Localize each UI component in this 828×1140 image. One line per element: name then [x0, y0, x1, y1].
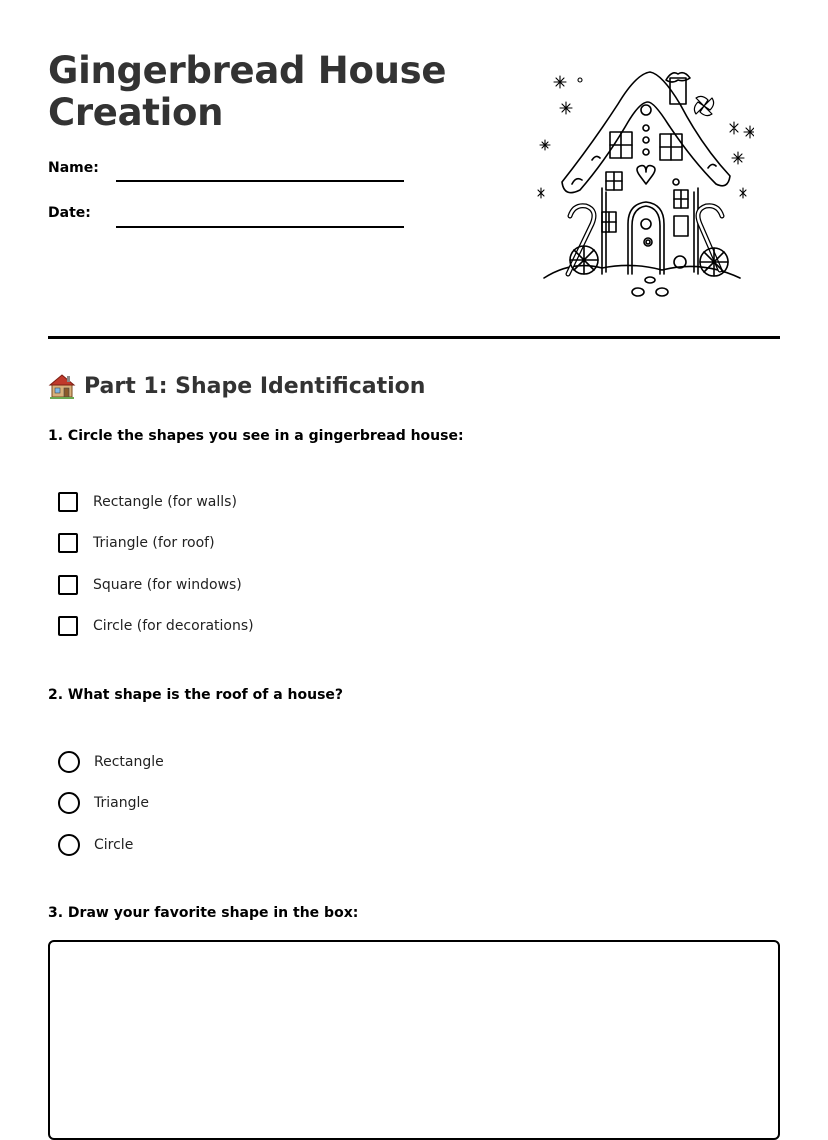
checkbox[interactable] — [58, 492, 78, 512]
radio-option[interactable] — [58, 824, 164, 866]
option-label: Rectangle (for walls) — [93, 493, 237, 510]
worksheet-page — [48, 0, 780, 1118]
checkbox-option[interactable] — [58, 523, 254, 565]
worksheet-header — [48, 0, 780, 340]
radio-button[interactable] — [58, 834, 80, 856]
radio-button[interactable] — [58, 751, 80, 773]
gingerbread-house-icon — [532, 64, 754, 304]
radio-button[interactable] — [58, 792, 80, 814]
name-label: Name: — [48, 160, 99, 176]
checkbox-option[interactable] — [58, 564, 254, 606]
section-heading-text: Part 1: Shape Identification — [84, 373, 426, 399]
checkbox[interactable] — [58, 616, 78, 636]
option-label: Triangle (for roof) — [93, 535, 215, 552]
checkbox-option[interactable] — [58, 606, 254, 648]
section-divider — [48, 336, 780, 339]
checkbox[interactable] — [58, 533, 78, 553]
section-heading-part-1 — [48, 372, 425, 400]
page-title — [48, 50, 468, 134]
radio-option[interactable] — [58, 741, 164, 783]
name-input-line[interactable] — [116, 180, 404, 182]
date-input-line[interactable] — [116, 226, 404, 228]
option-label: Rectangle — [94, 753, 164, 770]
question-3-prompt: 3. Draw your favorite shape in the box: — [48, 905, 359, 921]
option-label: Triangle — [94, 795, 149, 812]
date-label: Date: — [48, 205, 91, 221]
title-line-2: Creation — [48, 91, 224, 134]
radio-option[interactable] — [58, 783, 164, 825]
question-1-options — [58, 481, 254, 647]
title-line-1: Gingerbread House — [48, 49, 447, 92]
question-1-prompt: 1. Circle the shapes you see in a gingerbread house: — [48, 428, 464, 444]
checkbox-option[interactable] — [58, 481, 254, 523]
question-2-prompt: 2. What shape is the roof of a house? — [48, 687, 344, 703]
option-label: Circle (for decorations) — [93, 618, 254, 635]
drawing-box[interactable] — [48, 940, 780, 1140]
house-emoji-icon — [48, 372, 76, 400]
option-label: Square (for windows) — [93, 576, 242, 593]
question-2-options — [58, 741, 164, 866]
checkbox[interactable] — [58, 575, 78, 595]
option-label: Circle — [94, 836, 134, 853]
